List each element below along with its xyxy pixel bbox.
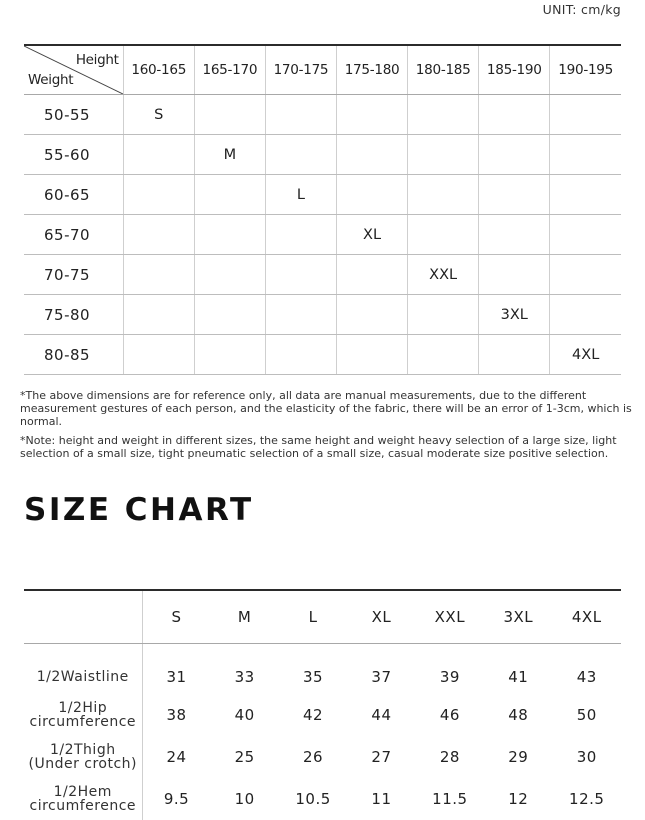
table-row [24, 95, 621, 135]
measurement-value: 28 [439, 748, 460, 766]
height-weight-table [24, 44, 621, 375]
measurement-label-line: 1/2Hip [58, 700, 108, 716]
size-column-header: L [279, 590, 347, 644]
size-cell [194, 255, 265, 295]
table-row [24, 644, 621, 695]
height-column-header: 185-190 [479, 45, 550, 95]
measurement-label-line: circumference [29, 714, 137, 730]
measurement-value: 33 [234, 668, 255, 686]
size-cell: 4XL [550, 335, 621, 375]
measurement-label-line: circumference [29, 798, 137, 814]
note-selection: *Note: height and weight in different sizes, the same height and weight heavy selection of a large size, light selection of a small size, tight pneumatic selection of a small size, casual moderate size positive selection. [20, 434, 617, 460]
measurement-value: 27 [371, 748, 392, 766]
measurement-value: 25 [234, 748, 255, 766]
measurement-value: 35 [303, 668, 324, 686]
table-row [24, 335, 621, 375]
measurement-value: 46 [439, 706, 460, 724]
weight-axis-label: Weight [28, 72, 74, 88]
measurement-value: 38 [166, 706, 187, 724]
height-column-header: 165-170 [194, 45, 265, 95]
table-row [24, 295, 621, 335]
size-cell [336, 255, 407, 295]
size-cell [336, 335, 407, 375]
size-cell [265, 95, 336, 135]
size-cell [479, 135, 550, 175]
size-cell [408, 95, 479, 135]
size-cell: L [265, 175, 336, 215]
size-cell [550, 295, 621, 335]
size-cell [479, 215, 550, 255]
weight-range-label: 55-60 [24, 135, 123, 175]
height-column-header: 170-175 [265, 45, 336, 95]
measurement-value: 44 [371, 706, 392, 724]
table-row [24, 175, 621, 215]
size-cell [265, 135, 336, 175]
measurement-notes [20, 389, 632, 466]
measurement-label-line: 1/2Thigh [49, 742, 116, 758]
height-column-header: 190-195 [550, 45, 621, 95]
weight-range-label: 60-65 [24, 175, 123, 215]
size-cell [265, 215, 336, 255]
size-header-row [24, 590, 621, 644]
size-cell [265, 335, 336, 375]
measurement-value: 9.5 [163, 790, 190, 808]
note-reference: *The above dimensions are for reference only, all data are manual measurements, due to the different measurement gestures of each person, and the elasticity of the fabric, there will be an error of 1-3cm, which is normal. [20, 389, 632, 428]
measurement-value: 50 [576, 706, 597, 724]
size-cell [123, 295, 194, 335]
size-cell [550, 135, 621, 175]
size-column-header: M [210, 590, 278, 644]
size-cell [194, 295, 265, 335]
measurement-value: 43 [576, 668, 597, 686]
measurement-label-line: (Under crotch) [28, 756, 138, 772]
size-cell: S [123, 95, 194, 135]
weight-range-label: 65-70 [24, 215, 123, 255]
measurement-label-line: 1/2Waistline [36, 669, 129, 685]
size-cell [123, 175, 194, 215]
size-cell [194, 215, 265, 255]
size-cell [265, 255, 336, 295]
unit-label: UNIT: cm/kg [542, 2, 621, 17]
size-cell [336, 175, 407, 215]
size-cell [479, 255, 550, 295]
size-column-header: 4XL [552, 590, 621, 644]
corner-cell [24, 45, 123, 95]
size-cell [123, 215, 194, 255]
measurement-value: 48 [508, 706, 529, 724]
measurement-value: 41 [508, 668, 529, 686]
measurement-value: 40 [234, 706, 255, 724]
size-cell [123, 255, 194, 295]
size-cell [408, 295, 479, 335]
size-cell [550, 175, 621, 215]
size-cell [479, 335, 550, 375]
measurement-value: 10.5 [295, 790, 331, 808]
size-cell [123, 335, 194, 375]
size-cell [265, 295, 336, 335]
measurement-value: 30 [576, 748, 597, 766]
size-cell [123, 135, 194, 175]
height-axis-label: Height [75, 52, 119, 68]
measurement-value: 24 [166, 748, 187, 766]
measurement-value: 42 [303, 706, 324, 724]
measurement-value: 11 [371, 790, 392, 808]
size-cell [550, 215, 621, 255]
size-cell [479, 95, 550, 135]
weight-range-label: 75-80 [24, 295, 123, 335]
measurement-label [24, 694, 142, 736]
size-cell: XXL [408, 255, 479, 295]
weight-range-label: 50-55 [24, 95, 123, 135]
measurement-value: 26 [303, 748, 324, 766]
size-cell: M [194, 135, 265, 175]
size-column-header: XXL [416, 590, 484, 644]
table-row [24, 215, 621, 255]
size-cell [336, 95, 407, 135]
measurement-label [24, 736, 142, 778]
measurement-value: 29 [508, 748, 529, 766]
size-cell [408, 335, 479, 375]
size-cell [408, 135, 479, 175]
size-cell: 3XL [479, 295, 550, 335]
size-chart-table [24, 589, 621, 820]
size-cell [408, 175, 479, 215]
size-cell [408, 215, 479, 255]
measurement-label-line: 1/2Hem [53, 784, 112, 800]
size-cell [479, 175, 550, 215]
table-row [24, 736, 621, 778]
weight-range-label: 80-85 [24, 335, 123, 375]
size-cell: XL [336, 215, 407, 255]
measurement-value: 31 [166, 668, 187, 686]
measurement-label [24, 778, 142, 820]
measurement-value: 12 [508, 790, 529, 808]
measurement-value: 12.5 [569, 790, 605, 808]
empty-corner-cell [24, 590, 142, 644]
measurement-label [24, 644, 142, 695]
measurement-value: 10 [234, 790, 255, 808]
height-column-header: 180-185 [408, 45, 479, 95]
size-chart-title: SIZE CHART [24, 492, 254, 528]
table-row [24, 694, 621, 736]
measurement-value: 39 [439, 668, 460, 686]
weight-range-label: 70-75 [24, 255, 123, 295]
size-cell [336, 135, 407, 175]
size-cell [194, 95, 265, 135]
size-cell [550, 95, 621, 135]
size-column-header: XL [347, 590, 415, 644]
size-cell [194, 175, 265, 215]
height-column-header: 160-165 [123, 45, 194, 95]
size-cell [194, 335, 265, 375]
size-column-header: 3XL [484, 590, 552, 644]
size-cell [336, 295, 407, 335]
size-cell [550, 255, 621, 295]
table-row [24, 255, 621, 295]
measurement-value: 37 [371, 668, 392, 686]
table-row [24, 135, 621, 175]
height-column-header: 175-180 [336, 45, 407, 95]
height-header-row [24, 45, 621, 95]
measurement-value: 11.5 [432, 790, 468, 808]
table-row [24, 778, 621, 820]
size-column-header: S [142, 590, 210, 644]
